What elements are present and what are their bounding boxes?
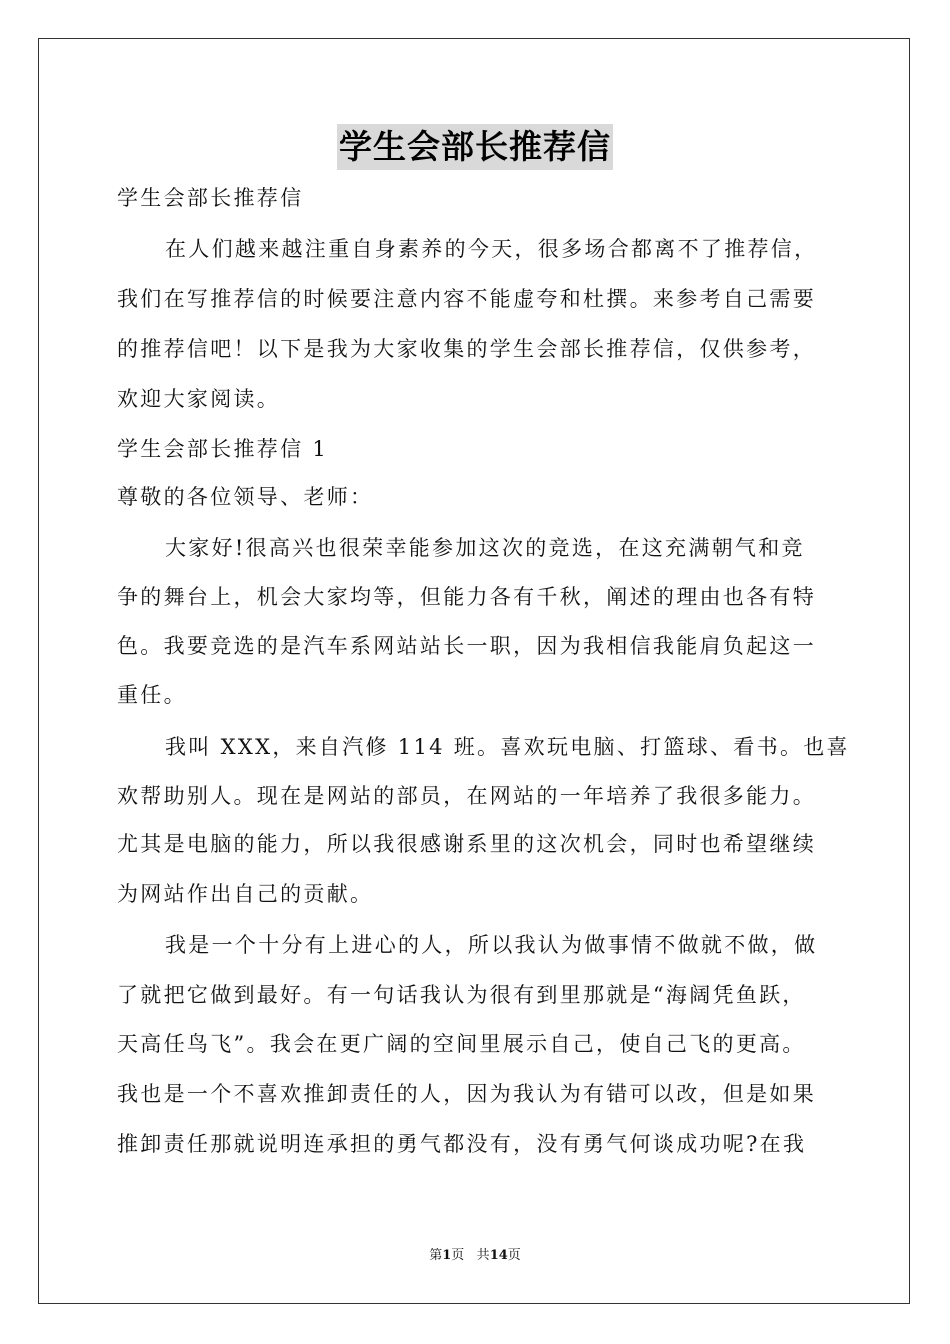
footer-page-prefix: 第 [429, 1248, 443, 1263]
body-line: 我们在写推荐信的时候要注意内容不能虚夸和杜撰。来参考自己需要 [117, 287, 816, 311]
page-border [38, 38, 910, 1304]
body-line: 重任。 [117, 683, 187, 707]
body-line: 欢帮助别人。现在是网站的部员，在网站的一年培养了我很多能力。 [117, 784, 816, 808]
footer-page-number: 1 [442, 1248, 452, 1263]
body-line: 色。我要竞选的是汽车系网站站长一职，因为我相信我能肩负起这一 [117, 634, 816, 658]
body-line: 天高任鸟飞”。我会在更广阔的空间里展示自己，使自己飞的更高。 [117, 1032, 806, 1056]
body-line: 欢迎大家阅读。 [117, 387, 281, 411]
body-line: 尤其是电脑的能力，所以我很感谢系里的这次机会，同时也希望继续 [117, 832, 816, 856]
body-line: 的推荐信吧！以下是我为大家收集的学生会部长推荐信，仅供参考， [117, 337, 816, 361]
body-line: 大家好!很高兴也很荣幸能参加这次的竞选，在这充满朝气和竞 [165, 536, 805, 560]
page-footer [0, 1246, 950, 1266]
body-line: 我叫 XXX，来自汽修 114 班。喜欢玩电脑、打篮球、看书。也喜 [165, 735, 850, 759]
body-line: 争的舞台上，机会大家均等，但能力各有千秋，阐述的理由也各有特 [117, 585, 816, 609]
body-line: 在人们越来越注重自身素养的今天，很多场合都离不了推荐信， [165, 237, 818, 261]
body-line: 学生会部长推荐信 [117, 186, 304, 210]
body-line: 推卸责任那就说明连承担的勇气都没有，没有勇气何谈成功呢?在我 [117, 1132, 807, 1156]
body-line: 学生会部长推荐信 1 [117, 437, 329, 461]
body-line: 我是一个十分有上进心的人，所以我认为做事情不做就不做，做 [165, 933, 818, 957]
body-line: 为网站作出自己的贡献。 [117, 882, 374, 906]
body-line: 了就把它做到最好。有一句话我认为很有到里那就是“海阔凭鱼跃， [117, 983, 806, 1007]
footer-page-suffix: 页 [451, 1248, 465, 1263]
footer-total-suffix: 页 [507, 1248, 521, 1263]
title-container [0, 124, 950, 170]
footer-total-prefix: 共 [476, 1248, 490, 1263]
footer-total-pages: 14 [489, 1248, 508, 1263]
body-line: 我也是一个不喜欢推卸责任的人，因为我认为有错可以改，但是如果 [117, 1082, 816, 1106]
document-title: 学生会部长推荐信 [337, 124, 613, 170]
body-line: 尊敬的各位领导、老师： [117, 485, 374, 509]
